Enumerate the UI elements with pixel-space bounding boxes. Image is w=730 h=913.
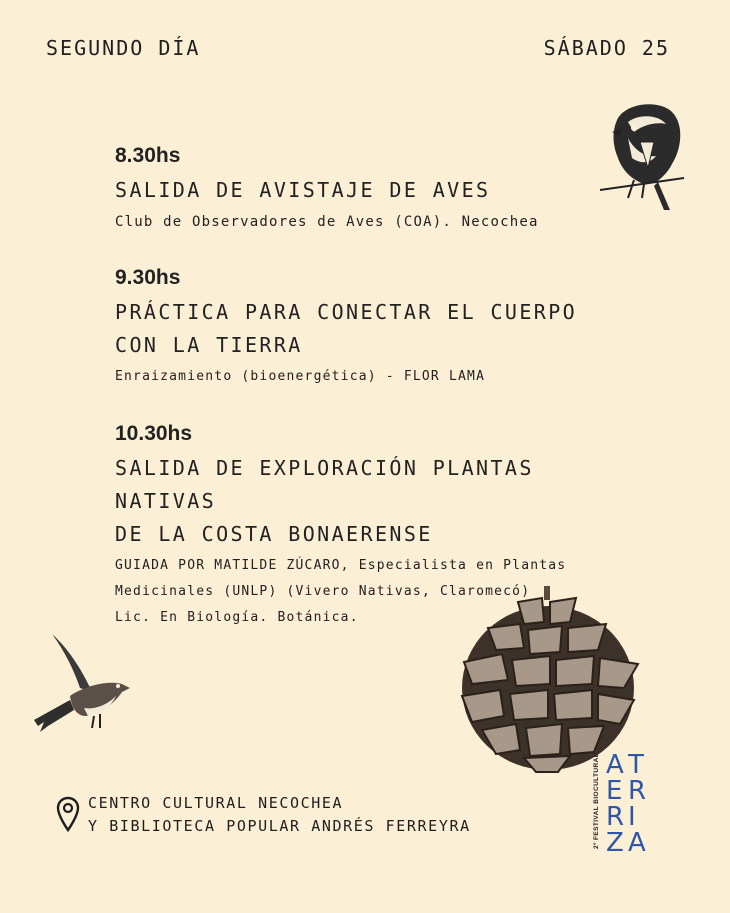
event-title: SALIDA DE EXPLORACIÓN PLANTAS NATIVAS DE LA COSTA BONAERENSE xyxy=(115,456,534,546)
event-time: 9.30hs xyxy=(115,266,181,289)
logo-letter: Z xyxy=(606,828,624,857)
logo-letter: A xyxy=(606,750,624,780)
logo-letter: R xyxy=(606,802,625,832)
date-label: SÁBADO 25 xyxy=(543,36,670,60)
event-title: PRÁCTICA PARA CONECTAR EL CUERPO CON LA TIERRA xyxy=(115,300,578,357)
aterriza-logo xyxy=(590,745,660,857)
event-2 xyxy=(115,266,635,390)
venue-line-2: Y BIBLIOTECA POPULAR ANDRÉS FERREYRA xyxy=(88,817,471,835)
logo-subtitle: 2º FESTIVAL BIOCULTURAL xyxy=(593,752,600,849)
event-1 xyxy=(115,144,635,235)
logo-letter: E xyxy=(606,776,623,806)
event-title: SALIDA DE AVISTAJE DE AVES xyxy=(115,178,491,202)
location-pin-icon xyxy=(56,796,80,832)
day-label: SEGUNDO DÍA xyxy=(46,36,201,60)
logo-letter: R xyxy=(628,776,647,806)
logo-letter: T xyxy=(628,750,644,780)
logo-letter: A xyxy=(628,828,646,857)
venue xyxy=(88,792,471,838)
event-time: 10.30hs xyxy=(115,422,193,445)
event-description: Club de Observadores de Aves (COA). Necochea xyxy=(115,214,539,230)
logo-letters xyxy=(606,750,646,857)
event-time: 8.30hs xyxy=(115,144,181,167)
logo-letter: I xyxy=(628,802,636,832)
event-description: GUIADA POR MATILDE ZÚCARO, Especialista en Plantas Medicinales (UNLP) (Vivero Nativas, Claromecó) Lic. En Biología. Botánica. xyxy=(115,558,567,625)
venue-line-1: CENTRO CULTURAL NECOCHEA xyxy=(88,794,344,812)
sparrow-flying-illustration xyxy=(30,630,132,742)
event-description: Enraizamiento (bioenergética) - FLOR LAMA xyxy=(115,369,486,384)
